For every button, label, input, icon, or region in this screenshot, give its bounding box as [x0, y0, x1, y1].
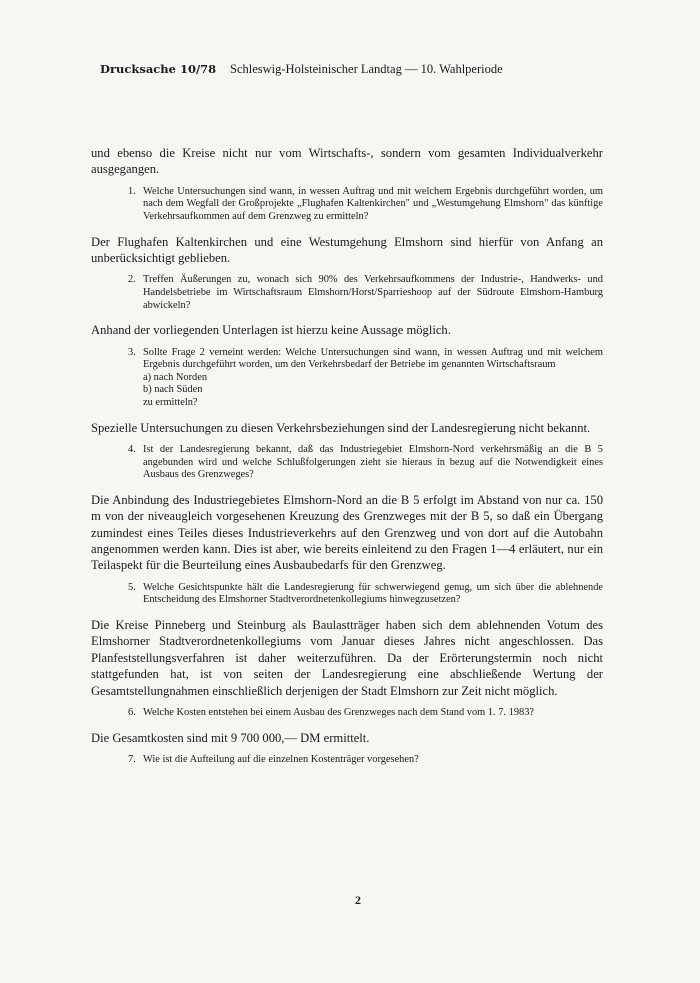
question-text: Welche Gesichtspunkte hält die Landesregierung für schwerwiegend genug, um sich über die ablehnende Entscheidung des Elmshorner Stadtverordnetenkollegiums hinwegzusetzen? [143, 581, 603, 606]
question-item [91, 707, 603, 720]
answer-paragraph [91, 730, 603, 746]
answer-text: Spezielle Untersuchungen zu diesen Verkehrsbeziehungen sind der Landesregierung nicht bekannt. [91, 420, 591, 435]
answer-text: und ebenso die Kreise nicht nur vom Wirtschafts-, sondern vom gesamten Individualverkehr ausgegangen. [91, 146, 603, 177]
question-number: 3. [128, 346, 136, 358]
question-subitem: a) nach Norden [143, 371, 208, 383]
question-subitem: zu ermitteln? [143, 396, 198, 408]
question-text: Ist der Landesregierung bekannt, daß das Industriegebiet Elmshorn-Nord verkehrsmäßig an die B 5 angebunden wird und welche Schlußfolgerungen zieht sie hieraus in bezug auf die Notwendigkeit eines Ausbaus des Grenzweges? [143, 443, 603, 481]
answer-paragraph [91, 145, 603, 178]
question-text: Welche Kosten entstehen bei einem Ausbau des Grenzweges nach dem Stand vom 1. 7. 1983? [143, 707, 535, 718]
question-number: 7. [128, 754, 136, 765]
question-item [91, 186, 603, 224]
document-number: Drucksache 10/78 [100, 62, 217, 76]
question-item [91, 347, 603, 410]
answer-text: Die Kreise Pinneberg und Steinburg als Baulastträger haben sich dem ablehnenden Votum des Elmshorner Stadtverordnetenkollegiums vom Januar dieses Jahres nicht angeschlossen. Das Planfeststellungsverfahren ist daher weiterzuführen. Da der Erörterungstermin noch nicht stattgefunden hat, ist von seiten der Landesregierung eine abschließende Wertung der Gesamtstellungnahmen einschließlich derjenigen der Stadt Elmshorn zur Zeit nicht möglich. [91, 617, 603, 698]
answer-text: Der Flughafen Kaltenkirchen und eine Westumgehung Elmshorn sind hierfür von Anfang an unberücksichtigt geblieben. [91, 234, 603, 265]
answer-paragraph [91, 322, 603, 338]
question-number: 1. [128, 185, 136, 197]
answer-paragraph [91, 492, 603, 574]
answer-text: Die Gesamtkosten sind mit 9 700 000,— DM ermittelt. [91, 730, 370, 745]
header-title: Schleswig-Holsteinischer Landtag — 10. Wahlperiode [230, 62, 503, 76]
question-number: 2. [128, 274, 136, 286]
page-number: 2 [355, 893, 361, 907]
document-body [91, 145, 603, 777]
question-text: Welche Untersuchungen sind wann, in wessen Auftrag und mit welchem Ergebnis durchgeführt worden, um nach dem Wegfall der Großprojekte „Flughafen Kaltenkirchen" und „Westumgehung Elmshorn" das künftige Verkehrsaufkommen auf dem Grenzweg zu ermitteln? [143, 185, 603, 222]
question-item [91, 582, 603, 607]
question-text: Treffen Äußerungen zu, wonach sich 90% des Verkehrsaufkommens der Industrie-, Handwerks- und Handelsbetriebe im Wirtschaftsraum Elmshorn/Horst/Sparrieshoop auf der Südroute Elmshorn-Hamburg abwickeln? [143, 274, 603, 311]
page-header [100, 62, 620, 77]
question-item [91, 274, 603, 312]
question-item [91, 444, 603, 482]
answer-paragraph [91, 420, 603, 436]
question-number: 5. [128, 581, 136, 593]
question-item [91, 754, 603, 767]
question-text: Sollte Frage 2 verneint werden: Welche Untersuchungen sind wann, in wessen Auftrag und mit welchem Ergebnis durchgeführt worden, um den Verkehrsbedarf der Betriebe im genannten Wirtschaftsraum [143, 346, 603, 371]
answer-text: Anhand der vorliegenden Unterlagen ist hierzu keine Aussage möglich. [91, 323, 451, 338]
answer-paragraph [91, 234, 603, 267]
question-text: Wie ist die Aufteilung auf die einzelnen Kostenträger vorgesehen? [143, 754, 419, 765]
answer-paragraph [91, 617, 603, 699]
question-subitem: b) nach Süden [143, 384, 203, 396]
answer-text: Die Anbindung des Industriegebietes Elmshorn-Nord an die B 5 erfolgt im Abstand von nur ca. 150 m von der niveaugleich vorgesehenen Kreuzung des Grenzweges mit der B 5, so daß ein Übergang zumindest eines Teiles dieses Industrieverkehrs auf den Grenzweg und von dort auf die Autobahn angenommen werden kann. Dies ist aber, wie bereits einleitend zu den Fragen 1—4 erläutert, nur ein Teilaspekt für die Beurteilung eines Ausbaubedarfs für den Grenzweg. [91, 492, 603, 573]
question-number: 4. [128, 443, 136, 455]
question-number: 6. [128, 707, 136, 718]
